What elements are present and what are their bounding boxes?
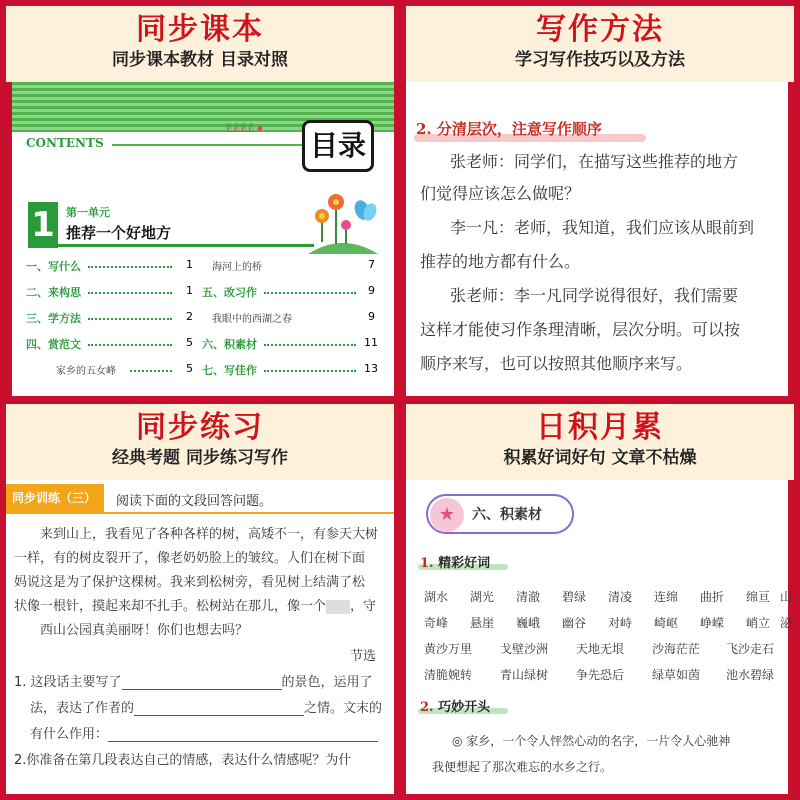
question-1-cont: 法，表达了作者的 之情。文末的 (30, 701, 383, 716)
word: 绿草如茵 (652, 668, 701, 682)
panel-title: 写作方法 (536, 12, 664, 47)
toc-item[interactable]: 四、赏范文 5 (26, 336, 193, 351)
word: 对峙 (608, 616, 633, 630)
toc-item[interactable]: 一、写什么 1 (26, 258, 193, 273)
text-line: 状像一根针，摸起来却不扎手。松树站在那儿，像一个 ，守 (14, 599, 377, 614)
toc-item[interactable]: 二、来构思 1 (26, 284, 193, 299)
panel-subtitle: 经典考题 同步练习写作 (112, 448, 288, 468)
word: 青山绿树 (500, 668, 549, 682)
blurred-text (326, 600, 350, 614)
text-line: 张老师：同学们，在描写这些推荐的地方 (450, 152, 739, 171)
section-title: 1. 精彩好词 (420, 556, 491, 571)
material-preview (406, 480, 793, 794)
word: 绵亘 (746, 590, 771, 604)
practice-preview (6, 480, 394, 794)
word: 碧绿 (562, 590, 587, 604)
word: 悬崖 (470, 616, 495, 630)
panel-accumulate (406, 404, 794, 794)
word: 清凌 (608, 590, 633, 604)
question-1-cont: 有什么作用： (30, 724, 378, 746)
word: 天地无垠 (576, 642, 625, 656)
toc-right (202, 258, 378, 388)
text-line: 来到山上，我看见了各种各样的树，高矮不一，有参天大树 (40, 527, 379, 542)
panel-writing-method (406, 6, 794, 396)
toc-item[interactable]: 六、积素材 11 (202, 336, 378, 351)
panel-title: 日积月累 (536, 410, 664, 445)
word: 湖光 (470, 590, 495, 604)
word: 山 (780, 590, 793, 604)
text-line: 我便想起了那次难忘的水乡之行。 (432, 760, 613, 774)
divider (58, 244, 314, 247)
sticker-label: 六、积素材 (472, 507, 542, 523)
contents-label: CONTENTS (26, 136, 104, 150)
flowers-butterfly-icon (308, 192, 378, 254)
panel-subtitle: 学习写作技巧以及方法 (515, 50, 685, 70)
toc-item[interactable]: 我眼中的西湖之春 9 (212, 310, 375, 325)
text-line: 们觉得应该怎么做呢？ (420, 184, 581, 203)
word: 沙海茫茫 (652, 642, 701, 656)
train-decoration: ЁЁЁЁ♦ (226, 124, 266, 135)
panel-header (6, 404, 394, 480)
section-title: 2. 分清层次，注意写作顺序 (416, 120, 602, 138)
word: 峥嵘 (700, 616, 725, 630)
panel-header (406, 6, 794, 82)
word: 飞沙走石 (726, 642, 775, 656)
word: 黄沙万里 (424, 642, 473, 656)
answer-blank[interactable] (122, 676, 282, 690)
textbook-preview (12, 82, 394, 396)
word: 幽谷 (562, 616, 587, 630)
source-note: 节选 (350, 649, 377, 664)
word: 奇峰 (424, 616, 449, 630)
instruction: 阅读下面的文段回答问题。 (116, 494, 273, 509)
writing-preview (406, 82, 788, 396)
text-line: 顺序来写，也可以按照其他顺序来写。 (420, 354, 693, 373)
word: 湖水 (424, 590, 449, 604)
toc-item[interactable]: 海河上的桥 7 (212, 258, 375, 273)
panel-subtitle: 同步课本教材 目录对照 (112, 50, 288, 70)
word: 池水碧绿 (726, 668, 775, 682)
text-line: ◎ 家乡，一个令人怦然心动的名字，一片令人心驰神 (452, 734, 731, 748)
question-2: 2.你准备在第几段表达自己的情感，表达什么情感呢？为什 (14, 753, 352, 768)
panel-sync-textbook (6, 6, 394, 396)
word: 争先恐后 (576, 668, 625, 682)
text-line: 一样，有的树皮裂开了，像老奶奶脸上的皱纹。人们在树下面 (14, 551, 366, 566)
toc-left (26, 258, 194, 388)
text-line: 这样才能使习作条理清晰，层次分明。可以按 (420, 320, 741, 339)
panel-sync-practice (6, 404, 394, 794)
toc-item[interactable]: 五、改习作 9 (202, 284, 375, 299)
text-line: 推荐的地方都有什么。 (420, 252, 581, 271)
toc-item[interactable]: 三、学方法 2 (26, 310, 193, 325)
answer-blank[interactable] (134, 702, 304, 716)
word: 崎岖 (654, 616, 679, 630)
panel-header (6, 6, 394, 82)
panel-title: 同步练习 (136, 410, 264, 445)
toc-item[interactable]: 七、写佳作 13 (202, 362, 378, 377)
unit-label: 第一单元 (66, 206, 110, 219)
panel-title: 同步课本 (136, 12, 264, 47)
word: 清脆婉转 (424, 668, 473, 682)
text-line: 妈说这是为了保护这棵树。我来到松树旁，看见树上结满了松 (14, 575, 366, 590)
practice-tag: 同步训练（三） (6, 484, 104, 512)
divider (112, 144, 304, 146)
section-title: 2. 巧妙开头 (420, 700, 491, 715)
text-line: 张老师：李一凡同学说得很好，我们需要 (450, 286, 739, 305)
word: 峭立 (746, 616, 771, 630)
panel-subtitle: 积累好词好句 文章不枯燥 (503, 448, 697, 468)
word: 清澈 (516, 590, 541, 604)
word: 泌 (780, 616, 793, 630)
unit-title: 推荐一个好地方 (66, 224, 172, 242)
word: 连绵 (654, 590, 679, 604)
mulu-badge: 目录 (302, 120, 374, 172)
text-line: 李一凡：老师，我知道，我们应该从眼前到 (450, 218, 755, 237)
text-line: 西山公园真美丽呀！你们也想去吗？ (40, 623, 249, 638)
answer-blank[interactable] (108, 728, 378, 742)
divider (6, 512, 394, 514)
word: 戈壁沙洲 (500, 642, 549, 656)
gift-icon: ★ (430, 498, 464, 532)
unit-number: 1 (28, 202, 58, 248)
word: 曲折 (700, 590, 725, 604)
panel-header (406, 404, 794, 480)
question-1: 1. 这段话主要写了 的景色，运用了 (14, 675, 373, 690)
toc-item[interactable]: 家乡的五女峰 5 (56, 362, 193, 377)
word: 巍峨 (516, 616, 541, 630)
